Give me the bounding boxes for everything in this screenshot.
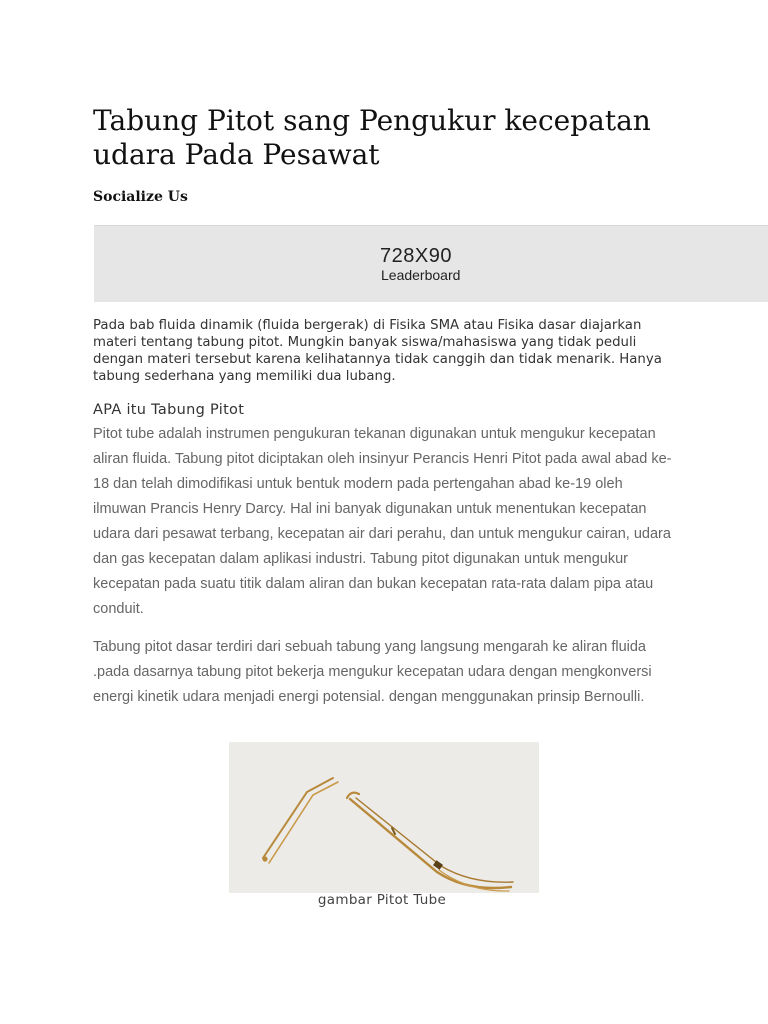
pitot-tube-image [229, 742, 539, 893]
article-title: Tabung Pitot sang Pengukur kecepatan udara Pada Pesawat [93, 104, 651, 171]
section-subheading: APA itu Tabung Pitot [93, 402, 245, 418]
body-paragraph-2: Tabung pitot dasar terdiri dari sebuah tabung yang langsung mengarah ke aliran fluida .pada dasarnya tabung pitot bekerja mengukur kecepatan udara dengan mengkonversi energi kinetik udara menjadi energi potensial. dengan menggunakan prinsip Bernoulli. [93, 639, 652, 705]
leaderboard-ad-placeholder[interactable] [94, 225, 768, 302]
figure-caption: gambar Pitot Tube [317, 892, 447, 908]
ad-type-text: Leaderboard [381, 267, 461, 283]
body-paragraph-1: Pitot tube adalah instrumen pengukuran tekanan digunakan untuk mengukur kecepatan aliran fluida. Tabung pitot diciptakan oleh insinyur Perancis Henri Pitot pada awal abad ke-18 dan telah dimodifikasi untuk bentuk modern pada pertengahan abad ke-19 oleh ilmuwan Prancis Henry Darcy. Hal ini banyak digunakan untuk menentukan kecepatan udara dari pesawat terbang, kecepatan air dari perahu, dan untuk mengukur cairan, udara dan gas kecepatan dalam aplikasi industri. Tabung pitot digunakan untuk mengukur kecepatan pada suatu titik dalam aliran dan bukan kecepatan rata-rata dalam pipa atau conduit. [93, 426, 672, 617]
pitot-tube-illustration [229, 742, 539, 893]
intro-paragraph: Pada bab fluida dinamik (fluida bergerak) di Fisika SMA atau Fisika dasar diajarkan materi tentang tabung pitot. Mungkin banyak siswa/mahasiswa yang tidak peduli dengan materi tersebut karena kelihatannya tidak canggih dan tidak menarik. Hanya tabung sederhana yang memiliki dua lubang. [93, 318, 662, 384]
ad-size-text: 728X90 [380, 245, 452, 267]
pitot-tube-left-wire-2 [269, 782, 338, 863]
pitot-tube-right-hook [347, 793, 359, 798]
pitot-tube-left-tip [262, 856, 267, 861]
socialize-us-label: Socialize Us [93, 189, 188, 205]
